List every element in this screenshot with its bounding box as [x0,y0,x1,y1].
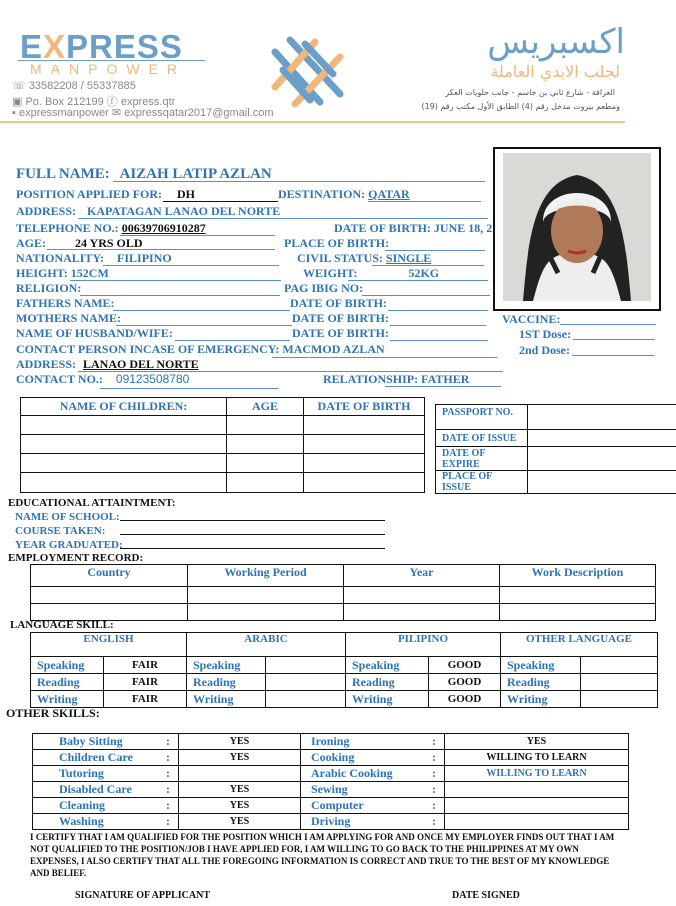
cell[interactable] [304,473,425,493]
cell[interactable] [31,587,188,604]
cell[interactable] [344,587,500,604]
col-header: NAME OF CHILDREN: [21,398,227,416]
skill-label: Baby Sitting : [33,734,179,750]
cell[interactable] [188,587,344,604]
table-row [21,473,425,493]
dose2-label: 2nd Dose: [519,343,571,357]
table-row [21,454,425,473]
skill-label: Driving : [301,814,445,830]
col-header: DATE OF BIRTH [304,398,425,416]
cell[interactable] [500,604,656,621]
skill-value: YES [179,782,301,798]
skill-value: FAIR [104,674,187,691]
cell[interactable] [304,435,425,454]
table-row [21,435,425,454]
table-header-row [31,565,656,587]
skill-value: GOOD [429,691,501,708]
education-title: EDUCATIONAL ATTAINTMENT: [8,497,176,509]
table-row [436,471,676,494]
colon-separator: : [166,766,170,780]
children-table [20,397,425,493]
colon-separator: : [432,766,436,780]
skill-label: Speaking [501,657,581,674]
mothers-name-label: MOTHERS NAME: [16,311,121,325]
date-signed-label: DATE SIGNED [452,890,520,901]
position-value: DH [177,187,196,201]
religion-label: RELIGION: [16,281,82,295]
colon-separator: : [432,782,436,796]
brand-subtitle: MANPOWER [30,61,186,77]
table-header-row [31,633,658,657]
language-title: LANGUAGE SKILL: [10,619,114,631]
cell[interactable] [227,435,304,454]
colon-separator: : [432,798,436,812]
skill-label: Speaking [31,657,104,674]
skill-label: Sewing : [301,782,445,798]
col-header: Country [31,565,188,587]
passport-no-label: PASSPORT NO. [436,405,528,430]
table-header-row [21,398,425,416]
passport-no-value[interactable] [528,405,676,430]
table-row [436,405,676,430]
spouse-dob-label: DATE OF BIRTH: [292,326,389,340]
skill-label: Disabled Care : [33,782,179,798]
passport-table [435,404,676,494]
skill-value: GOOD [429,657,501,674]
lang-header-english: ENGLISH [31,633,187,657]
age-label: AGE: [16,236,46,250]
place-of-birth-label: PLACE OF BIRTH: [284,236,390,250]
address-value: KAPATAGAN LANAO DEL NORTE [87,204,281,218]
cell[interactable] [21,435,227,454]
skill-label: Reading [346,674,429,691]
instagram-text: express.qtr [120,96,176,108]
cell[interactable] [31,604,188,621]
skill-value: WILLING TO LEARN [445,766,629,782]
skill-value[interactable] [581,691,658,708]
colon-separator: : [166,734,170,748]
skill-value[interactable] [266,657,346,674]
colon-separator: : [166,750,170,764]
lang-header-arabic: ARABIC [187,633,346,657]
cell[interactable] [500,587,656,604]
nationality-label: NATIONALITY: [16,251,105,265]
skill-label: Writing [31,691,104,708]
col-header: AGE [227,398,304,416]
contact-po: ▣ Po. Box 212199 ⓕ express.qtr [12,96,176,108]
table-row [31,674,658,691]
col-header: Work Description [500,565,656,587]
place-issue-label: PLACE OF ISSUE [436,471,528,494]
skill-label: Ironing : [301,734,445,750]
table-row [33,782,629,798]
skill-label: Reading [187,674,266,691]
other-skills-title: OTHER SKILLS: [6,706,100,720]
skill-label: Reading [501,674,581,691]
brand-arabic: اكسبريس [487,22,625,62]
language-table [30,632,658,708]
table-row [436,430,676,447]
skill-value: YES [179,814,301,830]
address-arabic-1: الغرافة - شارع ثاني بن جاسم - جانب حلويات العكر [445,88,615,97]
employment-title: EMPLOYMENT RECORD: [8,552,144,564]
skill-value [179,766,301,782]
employment-table [30,564,656,621]
nationality-value: FILIPINO [117,251,172,265]
dose1-label: 1ST Dose: [519,327,572,341]
dob-value: JUNE 18, 2 [433,221,492,235]
cell[interactable] [188,604,344,621]
skill-value: WILLING TO LEARN [445,750,629,766]
telephone-value: 00639706910287 [121,221,206,235]
skill-label: Speaking [187,657,266,674]
date-expire-label: DATE OF EXPIRE [436,447,528,471]
skill-label: Writing [346,691,429,708]
colon-separator: : [166,798,170,812]
skill-value [445,782,629,798]
skill-value: YES [179,750,301,766]
table-row [33,734,629,750]
mother-dob-label: DATE OF BIRTH: [292,311,389,325]
cell[interactable] [227,473,304,493]
cell[interactable] [21,454,227,473]
address-label: ADDRESS: [16,204,77,218]
email-text: expressqatar2017@gmail.com [124,107,274,119]
skill-label: Cleaning : [33,798,179,814]
contact-phone: ☏ 33582208 / 55337885 [12,80,136,92]
skill-value[interactable] [266,691,346,708]
contact-address-label: ADDRESS: [16,357,77,371]
cell[interactable] [21,473,227,493]
cell[interactable] [227,416,304,435]
table-row [31,604,656,621]
skill-value: FAIR [104,657,187,674]
address-arabic-2: ومطعم بيروت مدخل رقم (4) الطابق الأول مكتب رقم (19) [421,102,620,111]
fathers-name-label: FATHERS NAME: [16,296,115,310]
cell[interactable] [21,416,227,435]
phone-text: 33582208 / 55337885 [28,80,136,92]
skill-value [445,814,629,830]
cell[interactable] [304,454,425,473]
table-row [31,587,656,604]
table-row [33,766,629,782]
year-graduated-label: YEAR GRADUATED: [15,539,123,551]
skill-label: Children Care : [33,750,179,766]
brand-emblem-icon [265,32,350,112]
civil-status-label: CIVIL STATUS: [297,251,383,265]
colon-separator: : [166,782,170,796]
col-header: Working Period [188,565,344,587]
contact-address-value: LANAO DEL NORTE [83,357,199,371]
skill-value [445,798,629,814]
weight-value: 52KG [408,266,440,280]
school-label: NAME OF SCHOOL: [15,511,120,523]
col-header: Year [344,565,500,587]
skill-value: YES [445,734,629,750]
header-divider [0,121,625,123]
lang-header-pilipino: PILIPINO [346,633,501,657]
dob-label: DATE OF BIRTH: [334,221,431,235]
date-expire-value[interactable] [528,447,676,471]
lang-header-other: OTHER LANGUAGE [501,633,658,657]
table-row [21,416,425,435]
skill-value: YES [179,734,301,750]
destination-value: QATAR [368,187,410,201]
skill-label: Computer : [301,798,445,814]
colon-separator: : [432,734,436,748]
course-label: COURSE TAKEN: [15,525,106,537]
skill-value: GOOD [429,674,501,691]
vaccine-label: VACCINE: [502,312,561,326]
cell[interactable] [227,454,304,473]
relationship-label: RELATIONSHIP: [323,372,419,386]
age-value: 24 YRS OLD [75,236,143,250]
brand-logo-text: EXPRESS [20,28,183,65]
full-name-value: AIZAH LATIP AZLAN [119,166,272,182]
father-dob-label: DATE OF BIRTH: [290,296,387,310]
civil-status-value: SINGLE [385,251,432,265]
skill-value: FAIR [104,691,187,708]
applicant-photo-frame [493,147,661,311]
colon-separator: : [432,814,436,828]
cell[interactable] [344,604,500,621]
po-text: Po. Box 212199 [25,96,104,108]
colon-separator: : [432,750,436,764]
destination-label: DESTINATION: [278,187,366,201]
skill-value: YES [179,798,301,814]
contact-person-value: MACMOD AZLAN [282,342,385,356]
position-label: POSITION APPLIED FOR: [16,187,163,201]
full-name-label: FULL NAME: [16,166,110,182]
skill-label: Writing [187,691,266,708]
table-row [33,750,629,766]
skill-label: Cooking : [301,750,445,766]
height-value: 152CM [70,266,109,280]
skill-label: Arabic Cooking : [301,766,445,782]
relationship-value: FATHER [421,372,470,386]
weight-label: WEIGHT: [303,266,358,280]
brand-arabic-sub: لجلب الايدي العاملة [490,62,620,81]
table-row [33,814,629,830]
contact-no-label: CONTACT NO.: [16,372,103,386]
pagibig-label: PAG IBIG NO: [284,281,364,295]
colon-separator: : [166,814,170,828]
date-issue-value[interactable] [528,430,676,447]
telephone-label: TELEPHONE NO.: [16,221,119,235]
table-row [31,657,658,674]
facebook-text: expressmanpower [18,107,109,119]
spouse-name-label: NAME OF HUSBAND/WIFE: [16,326,173,340]
skill-label: Speaking [346,657,429,674]
contact-email: ▪ expressmanpower ✉ expressqatar2017@gmail.com [12,107,274,119]
skill-value[interactable] [581,657,658,674]
other-skills-table [32,733,629,830]
table-row [33,798,629,814]
table-row [436,447,676,471]
table-row [31,691,658,708]
contact-no-value: 09123508780 [115,372,190,386]
skill-label: Reading [31,674,104,691]
divider [18,60,205,61]
skill-label: Writing [501,691,581,708]
cell[interactable] [304,416,425,435]
applicant-photo [503,153,651,301]
skill-value[interactable] [581,674,658,691]
skill-value[interactable] [266,674,346,691]
contact-person-label: CONTACT PERSON INCASE OF EMERGENCY: [16,342,280,356]
certification-text: I CERTIFY THAT I AM QUALIFIED FOR THE POSITION WHICH I AM APPLYING FOR AND ONCE MY EMPLOYER FINDS OUT THAT I AM NOT QUALIFIED TO THE POSITION/JOB I HAVE APPLIED FOR, I AM WILLING TO GO BACK TO THE PHILIPPINES AT MY OWN EXPENSES, I ALSO CERTIFY THAT ALL THE FOREGOING INFORMATION IS CORRECT AND TRUE TO THE BEST OF MY KNOWLEDGE AND BELIEF. [30,832,615,878]
place-issue-value[interactable] [528,471,676,494]
skill-label: Washing : [33,814,179,830]
signature-label: SIGNATURE OF APPLICANT [75,890,211,901]
date-issue-label: DATE OF ISSUE [436,430,528,447]
skill-label: Tutoring : [33,766,179,782]
height-label: HEIGHT: [16,266,68,280]
